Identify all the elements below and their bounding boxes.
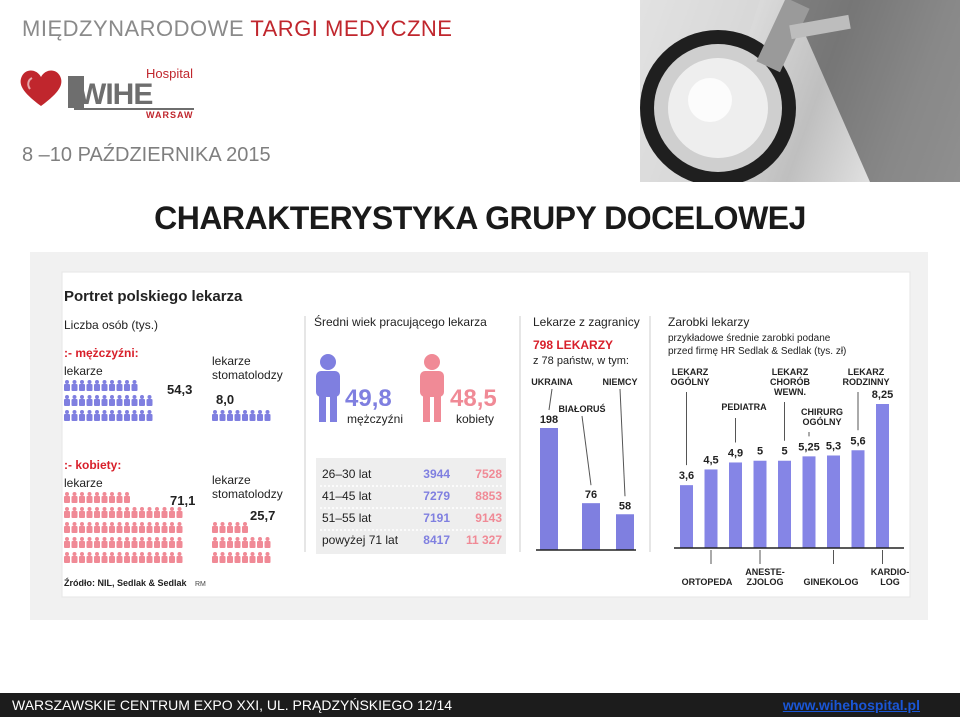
men-dentists-label-2: stomatolodzy — [212, 368, 283, 382]
age-men-label: mężczyźni — [347, 412, 404, 426]
age-women-label: kobiety — [456, 412, 495, 426]
label-anestezjolog-2: ZJOLOG — [746, 577, 784, 587]
header — [0, 0, 960, 182]
footer-url-link[interactable]: www.wihehospital.pl — [782, 697, 920, 713]
women-dentists-value: 25,7 — [250, 508, 276, 523]
women-label: :- kobiety: — [64, 458, 122, 472]
women-dentists-label-1: lekarze — [212, 473, 251, 487]
label-rodzinny-1: LEKARZ — [847, 367, 885, 377]
men-doctors-value: 54,3 — [167, 382, 193, 397]
fair-title-part2: TARGI MEDYCZNE — [250, 16, 453, 41]
salary-bar — [876, 404, 889, 548]
label-chorob-2: CHORÓB — [770, 377, 810, 387]
salary-value-label: 8,25 — [871, 389, 894, 401]
foreign-total: 798 LEKARZY — [533, 338, 614, 352]
stethoscope-icon — [640, 0, 960, 182]
label-kardiolog-2: LOG — [880, 577, 900, 587]
salary-bar — [729, 462, 742, 548]
age-men-count: 7279 — [423, 489, 450, 503]
age-women-count: 11 327 — [465, 533, 502, 547]
label-chorob-1: LEKARZ — [771, 367, 809, 377]
salary-value-label: 4,5 — [703, 454, 719, 467]
salary-bar — [827, 455, 840, 548]
women-doctors-value: 71,1 — [170, 493, 196, 508]
salary-bar — [754, 461, 767, 548]
salary-bar — [778, 461, 791, 548]
stethoscope-photo — [640, 0, 960, 182]
source-note: Źródło: NIL, Sedlak & Sedlak — [64, 578, 187, 588]
label-chirurg-1: CHIRURG — [801, 407, 843, 417]
fair-title-part1: MIĘDZYNARODOWE — [22, 16, 251, 41]
salary-value-label: 5 — [756, 445, 764, 458]
foreign-value-label: 58 — [618, 500, 632, 513]
age-range: 26–30 lat — [322, 467, 372, 481]
foreign-sub: z 78 państw, w tym: — [533, 355, 629, 367]
men-dentists-value: 8,0 — [216, 392, 235, 407]
salary-value-label: 5,6 — [850, 435, 866, 448]
salary-bar — [680, 485, 693, 548]
logo-name: WIHE — [78, 78, 153, 111]
foreign-value-label: 76 — [584, 489, 598, 502]
label-ginekolog: GINEKOLOG — [803, 577, 859, 587]
salary-sub-2: przed firmę HR Sedlak & Sedlak (tys. zł) — [668, 346, 847, 357]
infographic-title: Portret polskiego lekarza — [64, 288, 243, 305]
infographic-canvas — [30, 252, 928, 620]
age-women-value: 48,5 — [450, 385, 497, 412]
salary-bar — [852, 450, 865, 548]
foreign-title: Lekarze z zagranicy — [533, 315, 640, 329]
count-label: Liczba osób (tys.) — [64, 318, 159, 332]
salary-value-label: 5 — [781, 445, 788, 458]
men-dentists-label-1: lekarze — [212, 354, 251, 368]
salary-bar — [705, 469, 718, 548]
salary-value-label: 5,3 — [825, 440, 842, 453]
men-label: :- mężczyźni: — [64, 346, 139, 360]
foreign-value-label: 198 — [539, 414, 559, 426]
label-chirurg-2: OGÓLNY — [802, 417, 842, 427]
fair-dates: 8 –10 PAŹDZIERNIKA 2015 — [22, 144, 271, 166]
foreign-bar — [582, 503, 600, 550]
age-men-count: 7191 — [423, 511, 450, 525]
salary-sub-1: przykładowe średnie zarobki podane — [668, 333, 831, 344]
label-ortopeda: ORTOPEDA — [681, 577, 733, 587]
salary-bar — [803, 456, 816, 548]
salary-value-label: 3,6 — [678, 470, 695, 483]
label-anestezjolog-1: ANESTE- — [745, 567, 785, 577]
footer — [0, 693, 960, 717]
wihe-logo[interactable] — [18, 62, 193, 124]
foreign-category-label: BIAŁORUŚ — [558, 404, 606, 414]
rm-note: RM — [195, 581, 206, 588]
label-kardiolog-1: KARDIO- — [870, 567, 910, 577]
age-range: powyżej 71 lat — [322, 533, 399, 547]
men-doctors-label: lekarze — [64, 364, 103, 378]
women-doctors-label: lekarze — [64, 476, 103, 490]
women-dentists-label-2: stomatolodzy — [212, 487, 283, 501]
age-men-count: 8417 — [423, 533, 450, 547]
foreign-category-label: UKRAINA — [531, 377, 573, 387]
age-women-count: 8853 — [475, 489, 502, 503]
foreign-bar — [540, 428, 558, 550]
foreign-category-label: NIEMCY — [602, 377, 638, 387]
age-women-count: 7528 — [475, 467, 502, 481]
foreign-bar — [616, 514, 634, 550]
salary-value-label: 5,25 — [798, 441, 820, 454]
footer-address: WARSZAWSKIE CENTRUM EXPO XXI, UL. PRĄDZYŃSKIEGO 12/14 — [12, 697, 453, 713]
slide-title: CHARAKTERYSTYKA GRUPY DOCELOWEJ — [154, 200, 806, 236]
salary-value-label: 4,9 — [727, 447, 744, 460]
label-rodzinny-2: RODZINNY — [842, 377, 890, 387]
infographic — [30, 252, 928, 620]
label-chorob-3: WEWN. — [774, 387, 806, 397]
label-pediatra: PEDIATRA — [721, 402, 767, 412]
age-range: 51–55 lat — [322, 511, 372, 525]
age-men-count: 3944 — [423, 467, 450, 481]
age-men-value: 49,8 — [345, 385, 392, 412]
logo-city: WARSAW — [146, 110, 194, 120]
age-range: 41–45 lat — [322, 489, 372, 503]
label-lekarz-ogolny-2: OGÓLNY — [670, 377, 710, 387]
heart-icon — [18, 68, 64, 108]
fair-title — [22, 16, 452, 42]
salary-title: Zarobki lekarzy — [668, 315, 750, 329]
age-title: Średni wiek pracującego lekarza — [314, 315, 487, 329]
label-lekarz-ogolny-1: LEKARZ — [671, 367, 709, 377]
logo-hospital: Hospital — [146, 66, 193, 81]
age-women-count: 9143 — [475, 511, 502, 525]
